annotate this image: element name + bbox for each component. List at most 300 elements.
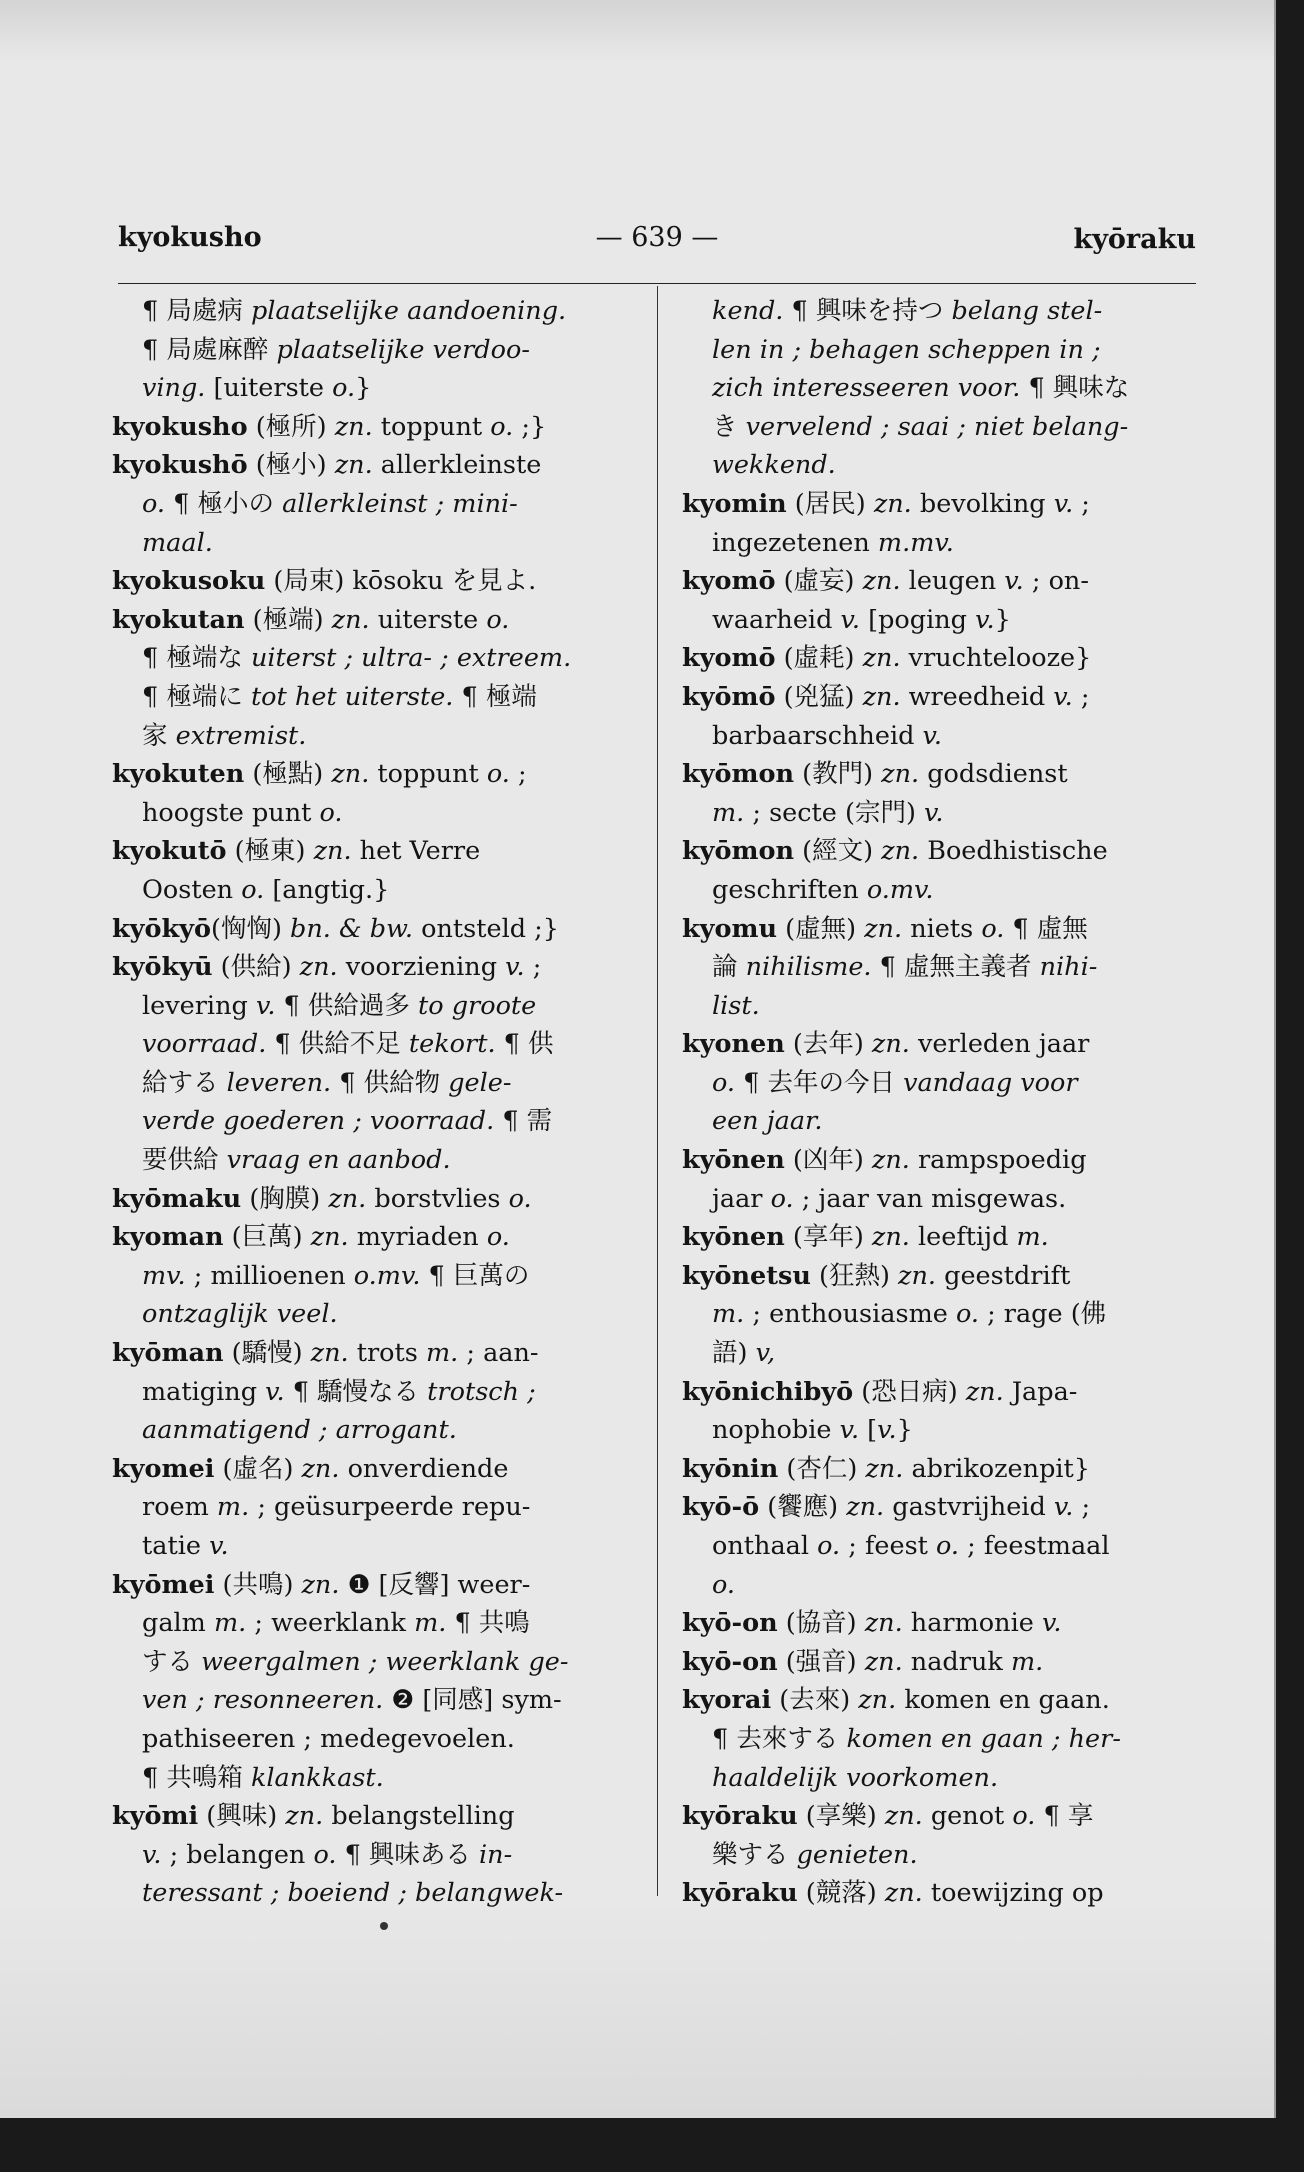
entry-continuation-line [682, 446, 1202, 485]
entry-line [112, 562, 640, 601]
headword: kyō-ō [682, 1492, 760, 1523]
headword: kyōkyū [112, 952, 213, 983]
italic-text: v. [265, 1376, 285, 1407]
entry-continuation-line [682, 871, 1202, 910]
headword: kyomō [682, 643, 776, 674]
italic-text: v. [142, 1839, 162, 1870]
italic-text: tekort. [408, 1029, 496, 1060]
italic-text: mv. [142, 1260, 186, 1291]
entry-text: hoogste punt [142, 797, 320, 828]
italic-text: v. [255, 990, 276, 1021]
entry-continuation-line [682, 1527, 1202, 1566]
entry-text: (協音) [777, 1608, 865, 1639]
italic-text: o. [319, 797, 343, 828]
entry-line [682, 1025, 1202, 1064]
entry-line [112, 1218, 640, 1257]
entry-text: ¶ 局處病 [142, 296, 251, 326]
italic-text: kend. [712, 296, 784, 326]
italic-text: v, [755, 1338, 776, 1369]
entry-text: (恐日病) [853, 1376, 966, 1407]
entry-continuation-line [112, 794, 640, 833]
entry-line [682, 1488, 1202, 1527]
entry-text: ¶ 供 [495, 1029, 554, 1060]
entry-text: ¶ 驕慢なる [284, 1376, 428, 1407]
entry-text: ingezetenen [712, 527, 878, 558]
entry-continuation-line [112, 678, 640, 717]
entry-text: (饗應) [759, 1492, 847, 1523]
entry-text: 要供給 [142, 1145, 227, 1176]
headword: kyoman [112, 1222, 224, 1253]
entry-text: (虛無) [777, 913, 865, 944]
entry-text: nophobie [712, 1415, 840, 1446]
entry-continuation-line [112, 639, 640, 678]
italic-text: komen en gaan ; her- [846, 1723, 1121, 1754]
entry-continuation-line [112, 331, 640, 370]
entry-text: ; [1073, 1492, 1091, 1523]
italic-text: zn. [862, 566, 901, 597]
entry-text: ¶ 極端に [142, 681, 251, 712]
entry-continuation-line [112, 1836, 640, 1875]
entry-continuation-line [682, 369, 1202, 408]
entry-text: 論 [712, 952, 746, 983]
entry-continuation-line [682, 408, 1202, 447]
italic-text: plaatselijke verdoo- [276, 334, 530, 365]
italic-text: zn. [846, 1492, 885, 1523]
entry-continuation-line [682, 1295, 1202, 1334]
headword: kyōraku [682, 1878, 798, 1909]
italic-text: o.mv. [866, 874, 934, 905]
entry-line [112, 1180, 640, 1219]
entry-line [682, 1874, 1202, 1913]
entry-text: ; feestmaal [959, 1531, 1110, 1561]
entry-line [112, 408, 640, 447]
entry-text: (享年) [784, 1222, 872, 1253]
italic-text: m.mv. [877, 527, 954, 558]
entry-text: geschriften [712, 874, 867, 905]
italic-text: list. [712, 990, 760, 1021]
italic-text: allerkleinst ; mini- [282, 488, 518, 519]
italic-text: zn. [873, 488, 912, 519]
italic-text: o. [770, 1183, 794, 1214]
entry-line [682, 755, 1202, 794]
entry-text: ¶ 極端な [142, 643, 251, 674]
entry-text: する [142, 1646, 202, 1677]
italic-text: zn. [864, 913, 903, 944]
italic-text: ven ; resonneeren. [142, 1685, 384, 1716]
entry-text: wreedheid [900, 681, 1054, 712]
entry-text: rampspoedig [909, 1145, 1087, 1176]
entry-text: voorziening [337, 952, 506, 983]
entry-text: ❶ [反響] weer- [339, 1569, 531, 1600]
italic-text: zn. [898, 1260, 937, 1291]
entry-continuation-line [112, 1257, 640, 1296]
headword: kyokusho [112, 411, 248, 442]
italic-text: aanmatigend ; arrogant. [142, 1415, 457, 1446]
entry-continuation-line [682, 1064, 1202, 1103]
entry-continuation-line [112, 1720, 640, 1759]
entry-continuation-line [112, 1102, 640, 1141]
entry-continuation-line [112, 1025, 640, 1064]
italic-text: o. [241, 874, 265, 905]
entry-text: (去年) [784, 1029, 872, 1060]
entry-text: waarheid [712, 604, 841, 635]
italic-text: zn. [862, 681, 901, 712]
entry-text: (去來) [771, 1685, 859, 1716]
entry-text: ¶ 共鳴 [446, 1608, 530, 1639]
entry-text: ; on- [1023, 566, 1089, 597]
entry-line [682, 485, 1202, 524]
entry-text: (極所) [247, 411, 335, 442]
italic-text: o.mv. [353, 1260, 421, 1291]
entry-text: ; geüsurpeerde repu- [249, 1492, 531, 1523]
entry-continuation-line [682, 1720, 1202, 1759]
italic-text: verde goederen ; voorraad. [142, 1106, 495, 1137]
entry-text: (局束) kōsoku を見よ. [265, 566, 537, 597]
entry-text: (享樂) [797, 1801, 885, 1832]
italic-text: tot het uiterste. [250, 681, 454, 712]
entry-continuation-line [112, 1874, 640, 1913]
entry-text: leeftijd [909, 1222, 1017, 1253]
entry-text: (經文) [794, 836, 882, 867]
italic-text: maal. [142, 527, 213, 558]
entry-text: ; secte (宗門) [744, 797, 925, 828]
entry-text: borstvlies [366, 1183, 509, 1214]
entry-text: ;} [513, 411, 547, 442]
italic-text: o. [712, 1569, 736, 1600]
entry-text: (恟恟) [211, 913, 291, 944]
italic-text: zn. [313, 836, 352, 867]
entry-text: abrikozenpit} [903, 1453, 1091, 1484]
entry-text: (虛妄) [775, 566, 863, 597]
entry-continuation-line [682, 1180, 1202, 1219]
entry-text: toppunt [372, 411, 491, 442]
entry-continuation-line [682, 1102, 1202, 1141]
entry-text: komen en gaan. [896, 1685, 1110, 1716]
italic-text: v. [975, 604, 995, 635]
left-column [112, 292, 640, 1913]
italic-text: o. [712, 1067, 736, 1098]
entry-text: ¶ 共鳴箱 [142, 1762, 251, 1793]
italic-text: een jaar. [712, 1106, 823, 1137]
entry-text: き [712, 411, 746, 442]
entry-line [682, 1604, 1202, 1643]
entry-text: ; enthousiasme [744, 1299, 956, 1330]
entry-continuation-line [112, 1604, 640, 1643]
italic-text: m. [1010, 1646, 1044, 1677]
italic-text: v. [209, 1531, 229, 1561]
entry-text: godsdienst [919, 759, 1068, 790]
italic-text: o. [1012, 1801, 1036, 1832]
italic-text: m. [414, 1608, 447, 1639]
italic-text: o. [955, 1299, 979, 1330]
entry-text: geestdrift [936, 1260, 1071, 1291]
entry-continuation-line [682, 1411, 1202, 1450]
italic-text: v. [877, 1415, 897, 1446]
entry-text: (極點) [244, 759, 332, 790]
italic-text: zich interesseeren voor. [712, 373, 1021, 404]
italic-text: zn. [881, 759, 920, 790]
italic-text: nihi- [1039, 952, 1098, 983]
entry-text: levering [142, 990, 256, 1021]
entry-line [682, 1681, 1202, 1720]
italic-text: haaldelijk voorkomen. [712, 1762, 999, 1793]
entry-continuation-line [682, 794, 1202, 833]
italic-text: voorraad. [142, 1029, 267, 1060]
entry-text: galm [142, 1608, 214, 1639]
entry-text: ; [524, 952, 542, 983]
entry-continuation-line [682, 601, 1202, 640]
entry-continuation-line [112, 1295, 640, 1334]
entry-line [682, 639, 1202, 678]
entry-text: } [994, 604, 1011, 635]
entry-text: (供給) [212, 952, 300, 983]
entry-text: ; [1073, 488, 1090, 519]
entry-text: ; jaar van misgewas. [793, 1183, 1067, 1214]
italic-text: m. [712, 797, 745, 828]
headword: kyonen [682, 1029, 785, 1060]
italic-text: m. [213, 1608, 247, 1639]
entry-text: (極小) [247, 450, 335, 481]
italic-text: zn. [331, 604, 370, 635]
entry-text: ; belangen [161, 1839, 314, 1870]
italic-text: trotsch ; [427, 1376, 536, 1407]
entry-text: ¶ 去來する [712, 1723, 847, 1754]
headword: kyōraku [682, 1801, 798, 1832]
entry-line [112, 446, 640, 485]
right-column [682, 292, 1202, 1913]
entry-text: myriaden [348, 1222, 487, 1253]
italic-text: o. [490, 411, 514, 442]
entry-line [682, 678, 1202, 717]
italic-text: zn. [864, 1646, 903, 1677]
entry-text: (巨萬) [223, 1222, 311, 1253]
headword: kyorai [682, 1685, 772, 1716]
headword: kyokutō [112, 836, 227, 867]
italic-text: m. [712, 1299, 745, 1330]
entry-text: toewijzing op [922, 1878, 1104, 1909]
headword: kyomu [682, 913, 778, 944]
italic-text: o. [486, 759, 510, 790]
italic-text: gele- [448, 1067, 512, 1098]
entry-text: het Verre [351, 836, 481, 867]
italic-text: o. [817, 1531, 841, 1561]
entry-continuation-line [112, 1643, 640, 1682]
italic-text: zn. [881, 836, 920, 867]
entry-continuation-line [112, 1759, 640, 1798]
italic-text: zn. [310, 1338, 349, 1369]
italic-text: nihilisme. [745, 952, 872, 983]
entry-text: niets [902, 913, 982, 944]
headword: kyomei [112, 1453, 215, 1484]
italic-text: v. [924, 797, 944, 828]
entry-text: ; weerklank [246, 1608, 415, 1639]
entry-text: (極東) [226, 836, 314, 867]
entry-continuation-line [682, 948, 1202, 987]
entry-text: ; [1072, 681, 1090, 712]
italic-text: zn. [285, 1801, 324, 1832]
entry-continuation-line [112, 1681, 640, 1720]
italic-text: len in ; behagen scheppen in ; [712, 334, 1101, 365]
italic-text: vervelend ; saai ; niet belang- [745, 411, 1129, 442]
entry-text: ¶ 興味な [1020, 373, 1130, 404]
headword: kyōnetsu [682, 1260, 811, 1291]
entry-line [112, 755, 640, 794]
entry-continuation-line [112, 1373, 640, 1412]
italic-text: zn. [301, 1453, 340, 1484]
entry-text: ; millioenen [185, 1260, 354, 1291]
entry-text: ¶ 極小の [165, 488, 283, 519]
entry-text: (虛名) [214, 1453, 302, 1484]
entry-text: uiterste [369, 604, 487, 635]
headword: kyōkyō [112, 913, 211, 944]
italic-text: zn. [865, 1453, 904, 1484]
entry-line [112, 1450, 640, 1489]
ink-dot [380, 1922, 388, 1930]
entry-continuation-line [112, 485, 640, 524]
entry-text: (杏仁) [778, 1453, 866, 1484]
italic-text: zn. [301, 1569, 340, 1600]
headword: kyōnen [682, 1145, 785, 1176]
entry-line [682, 1218, 1202, 1257]
headword: kyomin [682, 488, 787, 519]
italic-text: zn. [328, 1183, 367, 1214]
entry-continuation-line [112, 369, 640, 408]
italic-text: v. [839, 1415, 860, 1446]
entry-continuation-line [112, 871, 640, 910]
italic-text: klankkast. [250, 1762, 384, 1793]
entry-text: } [896, 1415, 913, 1446]
entry-text: nadruk [902, 1646, 1011, 1677]
entry-text: roem [142, 1492, 217, 1523]
entry-text: } [355, 373, 372, 404]
entry-text: ; [509, 759, 527, 790]
entry-continuation-line [682, 717, 1202, 756]
entry-text: ¶ 虛無主義者 [871, 952, 1040, 983]
entry-continuation-line [682, 292, 1202, 331]
italic-text: zn. [884, 1878, 923, 1909]
entry-continuation-line [682, 1566, 1202, 1605]
italic-text: belang stel- [951, 296, 1103, 326]
entry-text: gastvrijheid [884, 1492, 1054, 1523]
entry-text: (興味) [198, 1801, 286, 1832]
entry-text: ¶ 享 [1035, 1801, 1094, 1832]
headword: kyōmō [682, 681, 776, 712]
italic-text: zn. [334, 411, 373, 442]
entry-text: leugen [900, 566, 1005, 597]
italic-text: m. [425, 1338, 459, 1369]
italic-text: zn. [299, 952, 338, 983]
page-header [118, 222, 1196, 262]
italic-text: in- [479, 1839, 513, 1870]
entry-text: Boedhistische [919, 836, 1108, 867]
entry-text: ¶ 局處麻醉 [142, 334, 277, 365]
entry-line [682, 1643, 1202, 1682]
entry-text: [angtig.} [264, 874, 390, 905]
headword: kyokushō [112, 450, 248, 481]
headword: kyōman [112, 1338, 224, 1369]
entry-line [112, 948, 640, 987]
entry-text: matiging [142, 1376, 266, 1407]
entry-text: ¶ 供給不足 [266, 1029, 409, 1060]
entry-continuation-line [682, 1836, 1202, 1875]
entry-text: belangstelling [323, 1801, 515, 1832]
entry-line [112, 1797, 640, 1836]
entry-text: [ [859, 1415, 878, 1446]
italic-text: m. [216, 1492, 250, 1523]
entry-text: bevolking [911, 488, 1054, 519]
headword: kyōmaku [112, 1183, 242, 1214]
headword: kyōnen [682, 1222, 785, 1253]
headword: kyokutan [112, 604, 245, 635]
italic-text: o. [508, 1183, 532, 1214]
entry-text: allerkleinste [372, 450, 542, 481]
entry-line [682, 1257, 1202, 1296]
italic-text: o. [332, 373, 356, 404]
italic-text: zn. [862, 643, 901, 674]
entry-continuation-line [112, 987, 640, 1026]
entry-text: (虛耗) [775, 643, 863, 674]
entry-continuation-line [682, 331, 1202, 370]
entry-text: ; rage (佛 [978, 1299, 1107, 1330]
italic-text: v. [840, 604, 861, 635]
italic-text: genieten. [796, 1839, 918, 1870]
italic-text: o. [936, 1531, 960, 1561]
headword: kyōmon [682, 836, 795, 867]
italic-text: zn. [310, 1222, 349, 1253]
italic-text: zn. [864, 1608, 903, 1639]
entry-text: ¶ 興味を持つ [783, 296, 952, 326]
entry-text: 樂する [712, 1839, 797, 1870]
entry-text: tatie [142, 1531, 210, 1561]
italic-text: ontzaglijk veel. [142, 1299, 338, 1330]
italic-text: o. [486, 1222, 510, 1253]
entry-continuation-line [682, 1334, 1202, 1373]
column-divider [657, 286, 658, 1896]
entry-continuation-line [112, 1411, 640, 1450]
header-last-entry: kyōraku [1073, 224, 1196, 255]
entry-line [112, 832, 640, 871]
entry-continuation-line [112, 524, 640, 563]
entry-text: 家 [142, 720, 176, 751]
entry-text: ; feest [840, 1531, 937, 1561]
headword: kyokusoku [112, 566, 266, 597]
entry-continuation-line [112, 1488, 640, 1527]
italic-text: o. [486, 604, 510, 635]
header-first-entry: kyokusho [118, 222, 262, 253]
entry-continuation-line [112, 1141, 640, 1180]
italic-text: wekkend. [712, 450, 836, 481]
italic-text: leveren. [226, 1067, 332, 1098]
entry-text: (狂熱) [810, 1260, 899, 1291]
italic-text: v. [1004, 566, 1024, 597]
entry-continuation-line [682, 1759, 1202, 1798]
entry-text: ¶ 極端 [453, 681, 537, 712]
italic-text: vandaag voor [903, 1067, 1078, 1098]
entry-line [682, 832, 1202, 871]
headword: kyōmon [682, 759, 795, 790]
entry-text: onthaal [712, 1531, 818, 1561]
headword: kyōnin [682, 1453, 779, 1484]
entry-line [682, 910, 1202, 949]
entry-text: ❷ [同感] sym- [383, 1685, 562, 1716]
entry-text: Japa- [1003, 1376, 1078, 1407]
entry-line [682, 562, 1202, 601]
headword: kyōmi [112, 1801, 199, 1832]
italic-text: zn. [331, 759, 370, 790]
page-number: — 639 — [595, 222, 719, 253]
italic-text: o. [142, 488, 166, 519]
entry-text: jaar [712, 1183, 771, 1214]
